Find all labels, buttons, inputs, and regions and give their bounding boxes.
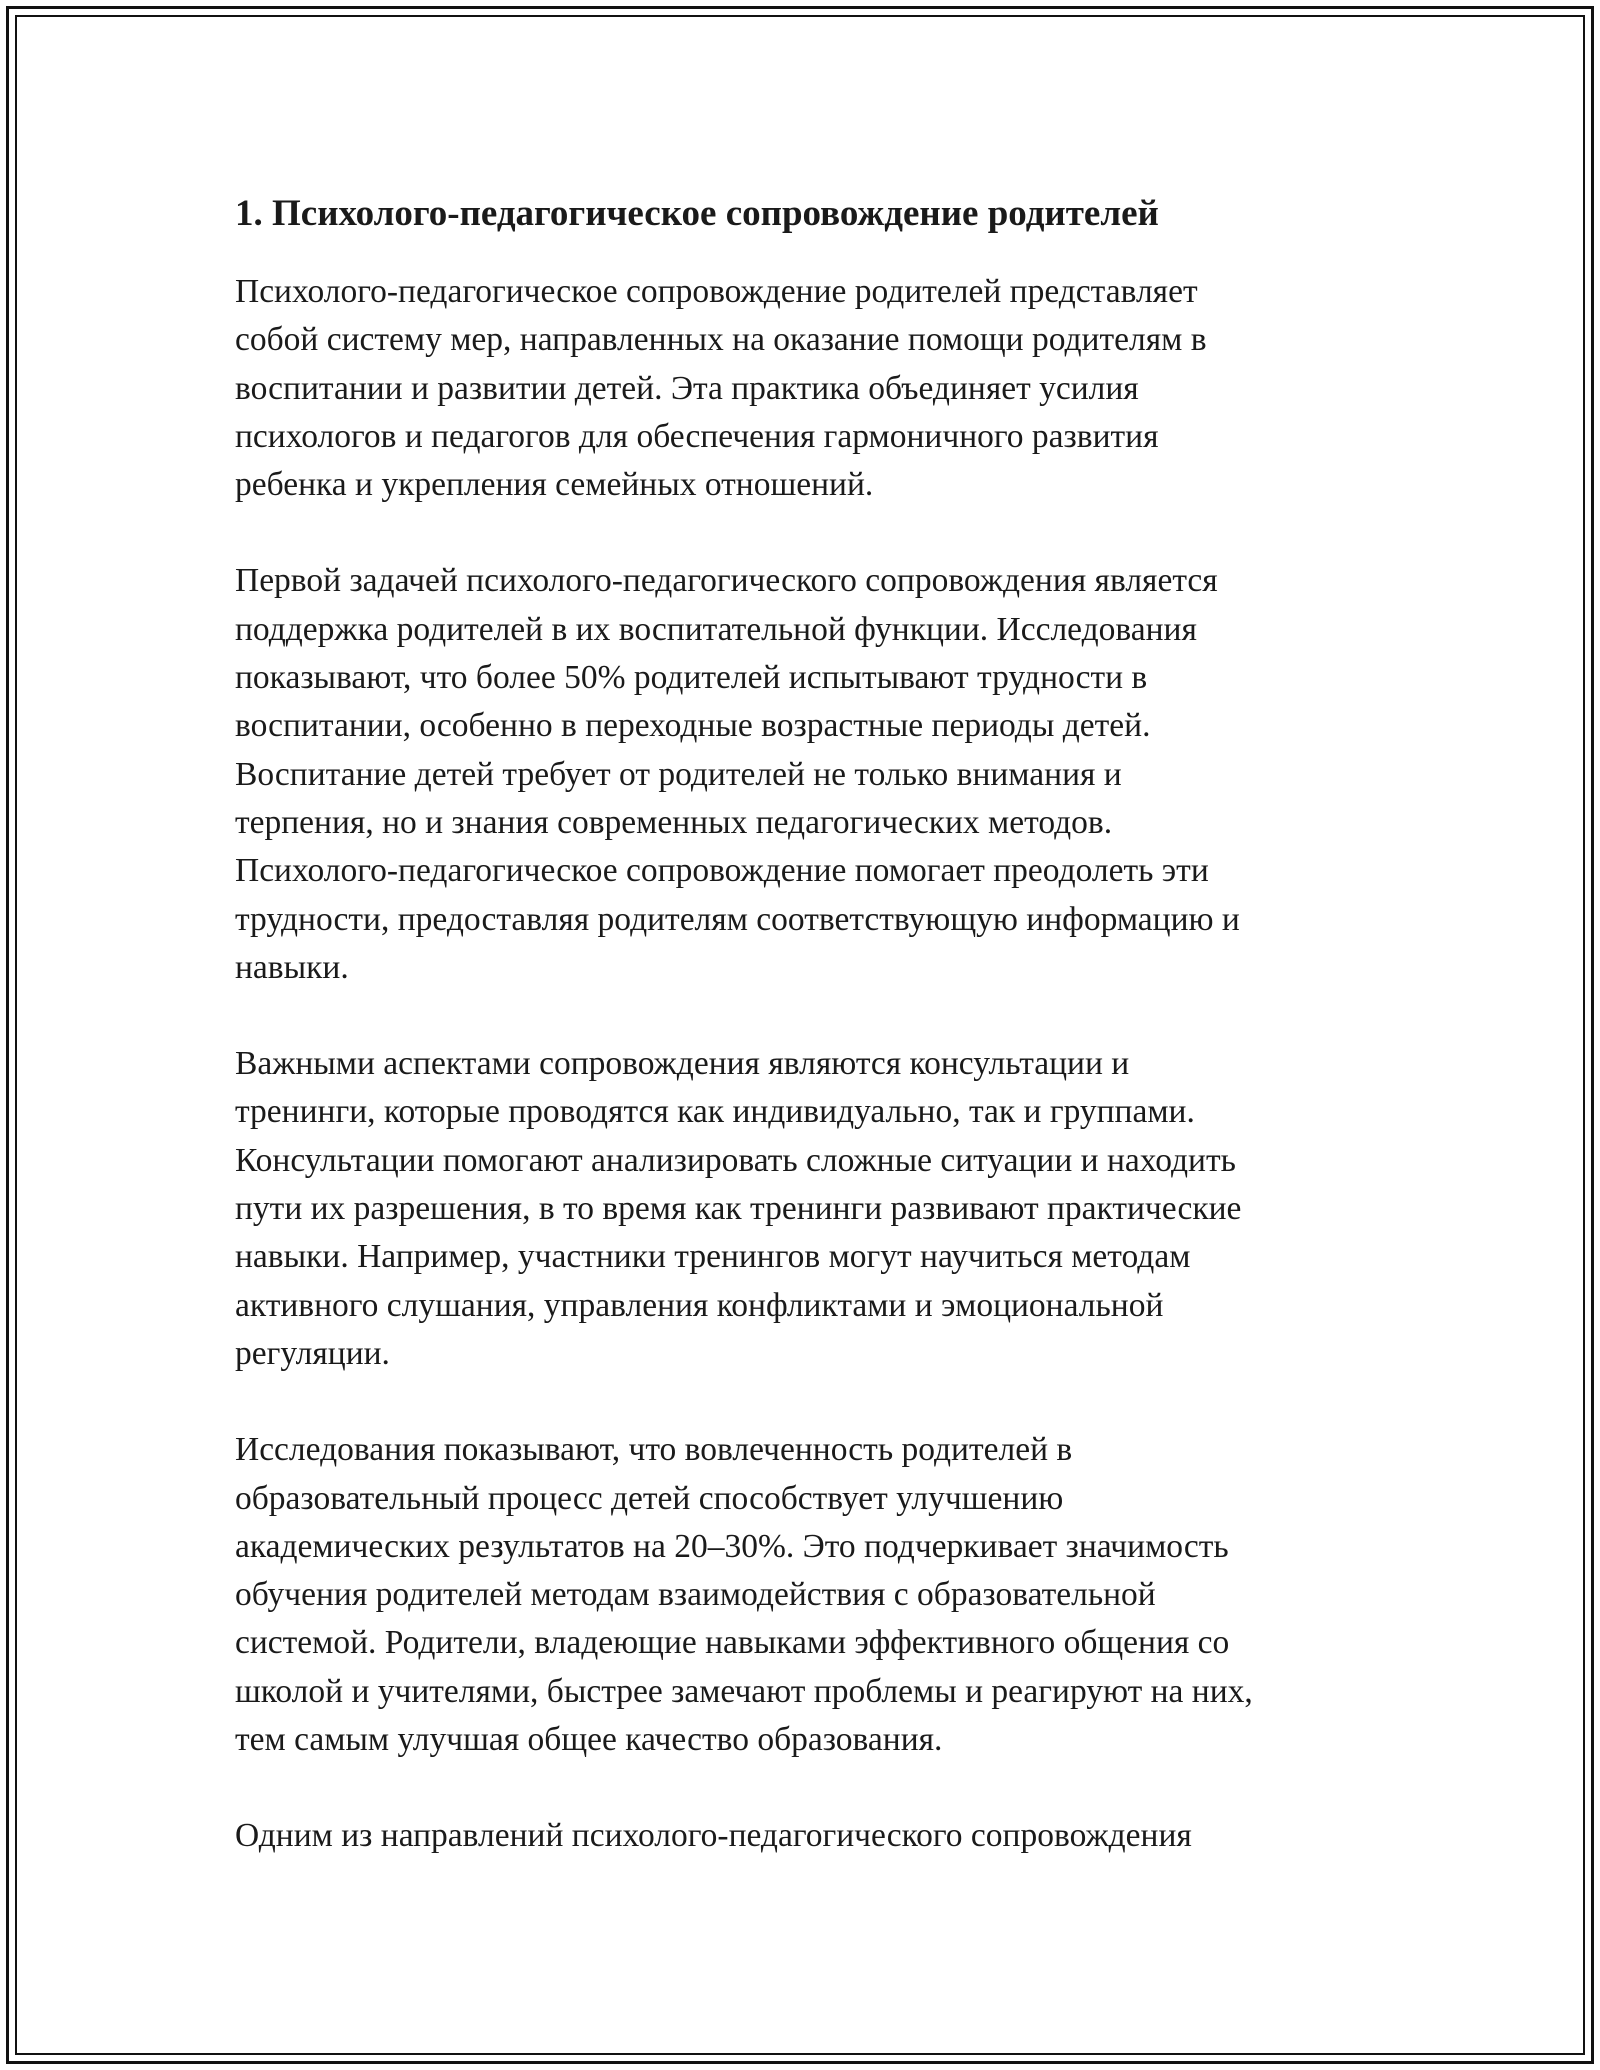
- text-line: трудности, предоставляя родителям соответствующую информацию и: [235, 900, 1240, 938]
- text-line: навыки.: [235, 948, 349, 986]
- section-title: 1. Психолого-педагогическое сопровождение родителей: [235, 193, 1159, 234]
- paragraph-5: [235, 1812, 1375, 1860]
- text-line: психологов и педагогов для обеспечения гармоничного развития: [235, 417, 1159, 455]
- text-line: тренинги, которые проводятся как индивидуально, так и группами.: [235, 1093, 1195, 1131]
- text-line: ребенка и укрепления семейных отношений.: [235, 466, 874, 504]
- text-line: воспитании и развитии детей. Эта практика объединяет усилия: [235, 369, 1139, 407]
- text-line: Важными аспектами сопровождения являются консультации и: [235, 1045, 1130, 1083]
- text-line: регуляции.: [235, 1334, 390, 1372]
- text-line: навыки. Например, участники тренингов могут научиться методам: [235, 1238, 1191, 1276]
- text-line: собой систему мер, направленных на оказание помощи родителям в: [235, 321, 1207, 359]
- text-line: Психолого-педагогическое сопровождение родителей представляет: [235, 273, 1198, 310]
- paragraph-2: [235, 557, 1375, 992]
- document-body: [235, 188, 1375, 1909]
- text-line: тем самым улучшая общее качество образования.: [235, 1721, 943, 1759]
- text-line: системой. Родители, владеющие навыками эффективного общения со: [235, 1624, 1230, 1662]
- text-line: воспитании, особенно в переходные возрастные периоды детей.: [235, 707, 1151, 745]
- text-line: терпения, но и знания современных педагогических методов.: [235, 803, 1113, 841]
- paragraph-3: [235, 1040, 1375, 1378]
- text-line: академических результатов на 20–30%. Это подчеркивает значимость: [235, 1527, 1229, 1565]
- text-line: образовательный процесс детей способствует улучшению: [235, 1479, 1064, 1517]
- text-line: обучения родителей методам взаимодействия с образовательной: [235, 1576, 1156, 1614]
- text-line: Консультации помогают анализировать сложные ситуации и находить: [235, 1141, 1236, 1179]
- text-line: Психолого-педагогическое сопровождение помогает преодолеть эти: [235, 852, 1209, 890]
- text-line: показывают, что более 50% родителей испытывают трудности в: [235, 659, 1148, 697]
- text-line: поддержка родителей в их воспитательной функции. Исследования: [235, 610, 1197, 648]
- text-line: Одним из направлений психолого-педагогического сопровождения: [235, 1817, 1192, 1855]
- text-line: Исследования показывают, что вовлеченность родителей в: [235, 1431, 1073, 1469]
- text-line: активного слушания, управления конфликтами и эмоциональной: [235, 1286, 1164, 1324]
- text-line: школой и учителями, быстрее замечают проблемы и реагируют на них,: [235, 1672, 1253, 1710]
- paragraph-4: [235, 1426, 1375, 1764]
- text-line: Первой задачей психолого-педагогического сопровождения является: [235, 562, 1218, 600]
- text-line: пути их разрешения, в то время как тренинги развивают практические: [235, 1190, 1242, 1228]
- paragraph-1: [235, 268, 1375, 509]
- text-line: Воспитание детей требует от родителей не только внимания и: [235, 755, 1122, 793]
